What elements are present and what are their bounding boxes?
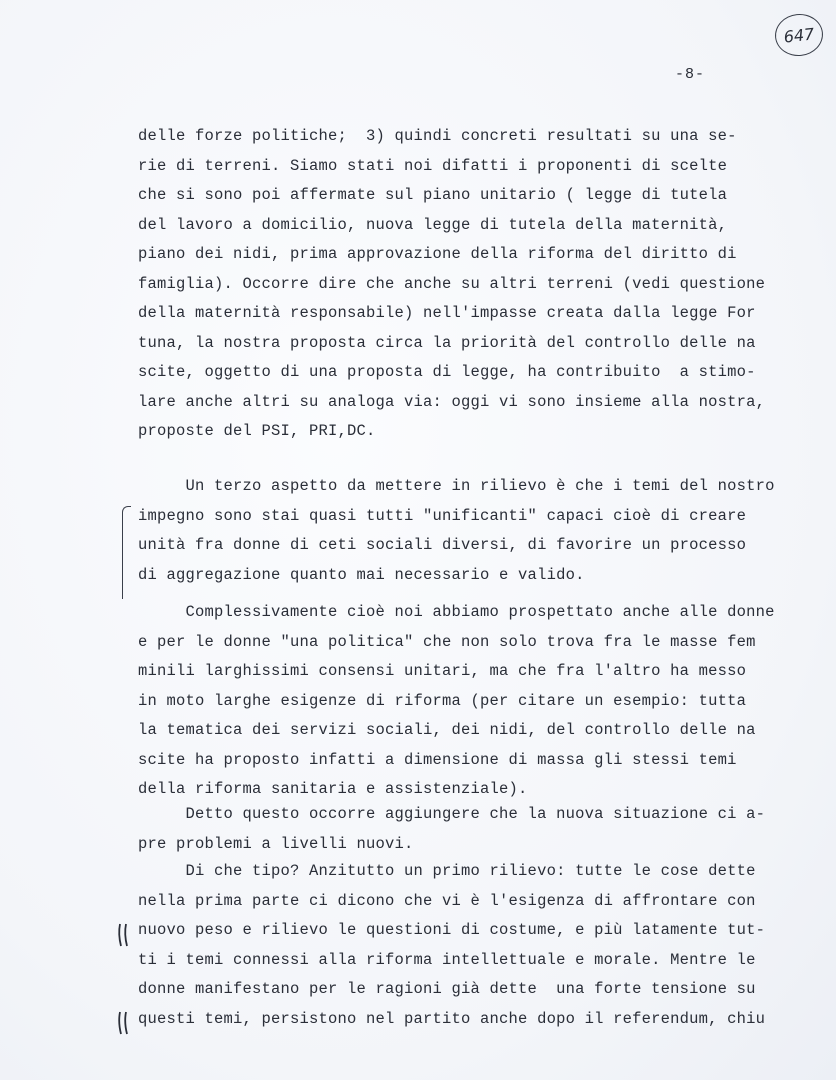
text-line: di aggregazione quanto mai necessario e valido. <box>138 565 585 584</box>
double-stroke-margin-mark <box>116 1010 134 1036</box>
paragraph-1 <box>138 122 798 447</box>
paragraph-4 <box>138 800 798 859</box>
paragraph-3 <box>138 598 798 805</box>
text-line: nuovo peso e rilievo le questioni di costume, e più latamente tut- <box>138 921 766 939</box>
text-line: scite ha proposto infatti a dimensione di massa gli stessi temi <box>138 750 737 769</box>
double-stroke-icon <box>116 1010 134 1036</box>
text-line: del lavoro a domicilio, nuova legge di tutela della maternità, <box>138 215 728 234</box>
text-line: scite, oggetto di una proposta di legge, ha contribuito a stimo- <box>138 363 756 381</box>
text-line: questi temi, persistono nel partito anche dopo il referendum, chiu <box>138 1009 766 1028</box>
text-line: famiglia). Occorre dire che anche su altri terreni (vedi questione <box>138 274 766 293</box>
page-number: -8- <box>675 66 706 83</box>
text-line: che si sono poi affermate sul piano unitario ( legge di tutela <box>138 186 728 204</box>
text-line: minili larghissimi consensi unitari, ma che fra l'altro ha messo <box>138 662 747 680</box>
text-line: la tematica dei servizi sociali, dei nidi, del controllo delle na <box>138 721 756 739</box>
text-line: lare anche altri su analoga via: oggi vi sono insieme alla nostra, <box>138 392 766 411</box>
text-line: Detto questo occorre aggiungere che la nuova situazione ci a- <box>138 805 766 823</box>
paragraph-2 <box>138 472 798 590</box>
text-line: donne manifestano per le ragioni già dette una forte tensione su <box>138 980 756 998</box>
text-line: delle forze politiche; 3) quindi concreti resultati su una se- <box>138 127 737 145</box>
text-line: in moto larghe esigenze di riforma (per citare un esempio: tutta <box>138 691 747 710</box>
text-line: piano dei nidi, prima approvazione della riforma del diritto di <box>138 245 737 263</box>
text-line: della riforma sanitaria e assistenziale). <box>138 780 528 798</box>
text-line: unità fra donne di ceti sociali diversi, di favorire un processo <box>138 536 747 554</box>
text-line: nella prima parte ci dicono che vi è l'esigenza di affrontare con <box>138 891 756 910</box>
text-line: impegno sono stai quasi tutti "unificanti" capaci cioè di creare <box>138 506 747 525</box>
text-line: della maternità responsabile) nell'impasse creata dalla legge For <box>138 304 756 322</box>
text-line: proposte del PSI, PRI,DC. <box>138 422 376 440</box>
text-line: pre problemi a livelli nuovi. <box>138 834 414 853</box>
text-line: e per le donne "una politica" che non solo trova fra le masse fem <box>138 632 756 651</box>
text-line: Di che tipo? Anzitutto un primo rilievo: tutte le cose dette <box>138 862 756 880</box>
text-line: Un terzo aspetto da mettere in rilievo è che i temi del nostro <box>138 477 775 495</box>
paragraph-5 <box>138 857 798 1034</box>
text-line: tuna, la nostra proposta circa la priorità del controllo delle na <box>138 333 756 352</box>
text-line: ti i temi connessi alla riforma intellettuale e morale. Mentre le <box>138 950 756 969</box>
double-stroke-icon <box>116 922 134 948</box>
text-line: rie di terreni. Siamo stati noi difatti i proponenti di scelte <box>138 156 728 175</box>
archive-stamp: 647 <box>773 12 825 59</box>
margin-bracket-annotation <box>122 506 131 599</box>
text-line: Complessivamente cioè noi abbiamo prospettato anche alle donne <box>138 603 775 621</box>
double-stroke-margin-mark <box>116 922 134 948</box>
